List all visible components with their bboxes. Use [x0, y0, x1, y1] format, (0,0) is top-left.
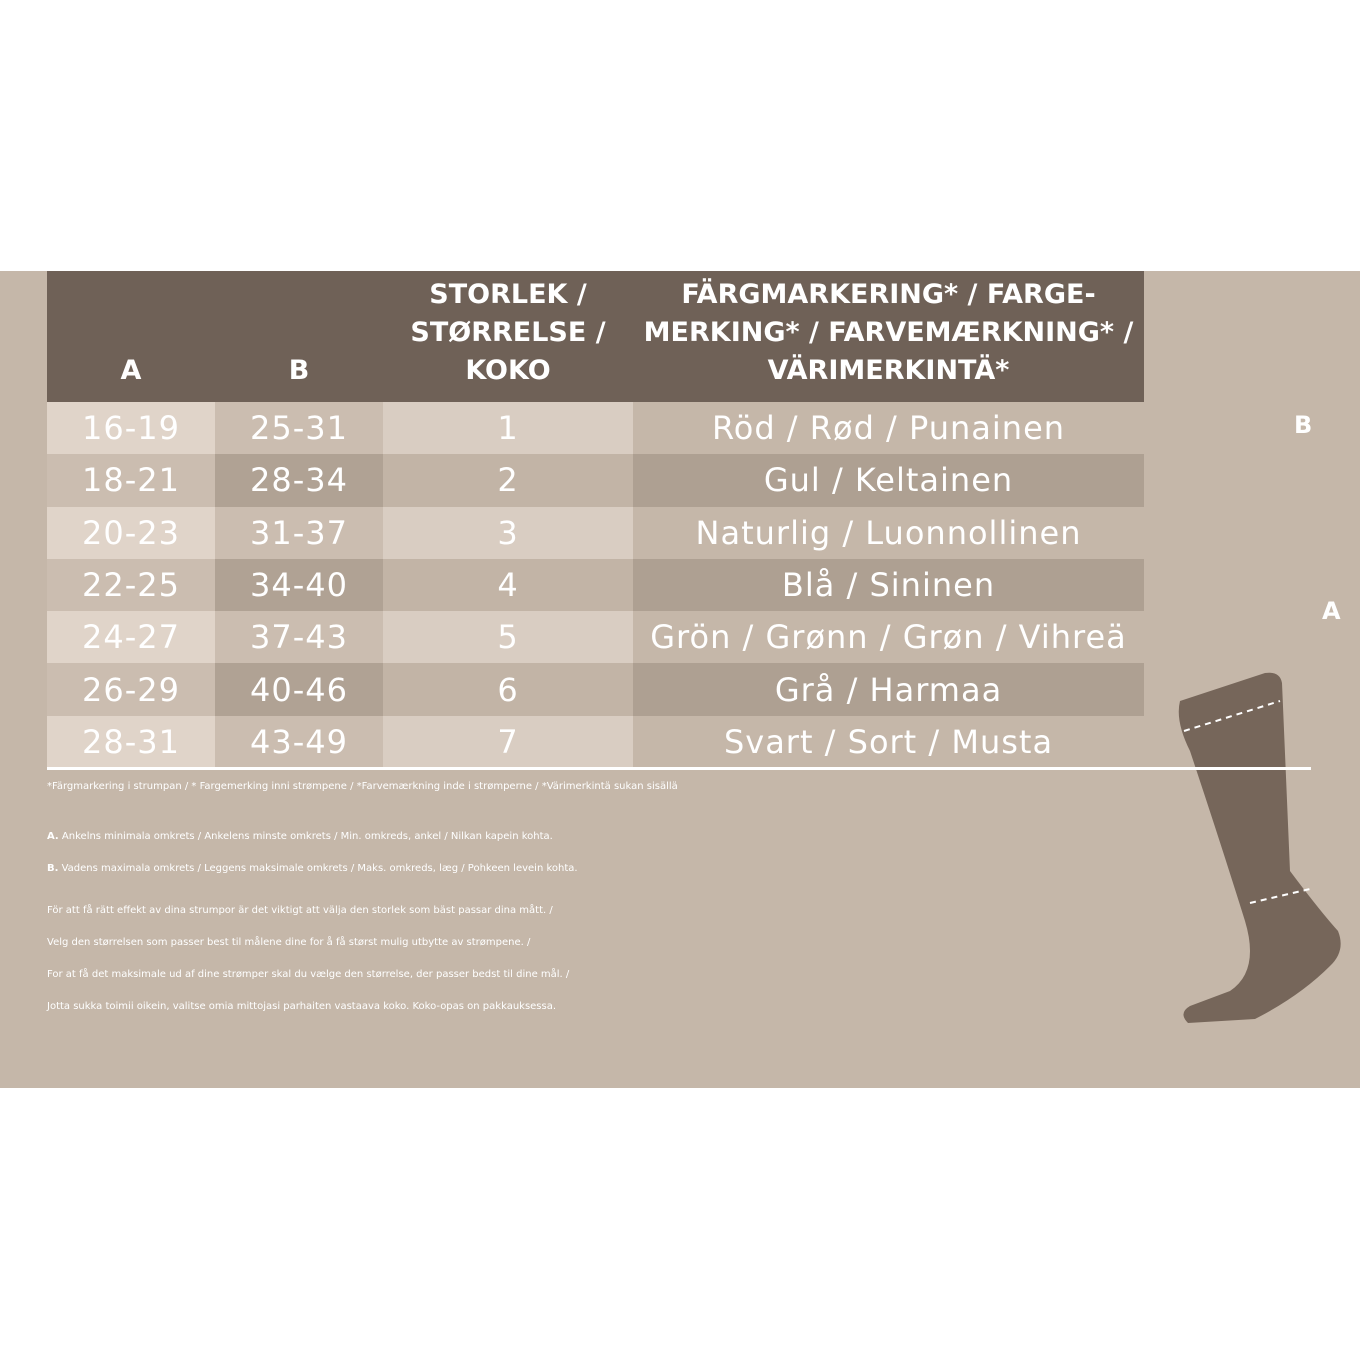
cell-size: 3 [383, 507, 633, 559]
divider [47, 767, 1311, 770]
cell-color: Blå / Sininen [633, 559, 1144, 611]
cell-color: Naturlig / Luonnollinen [633, 507, 1144, 559]
cell-size: 6 [383, 663, 633, 715]
definitions [47, 821, 1317, 885]
cell-b: 25-31 [215, 402, 383, 454]
table-row [47, 559, 1144, 611]
header-color-marking: FÄRGMARKERING* / FARGE- MERKING* / FARVEMÆRKNING* / VÄRIMERKINTÄ* [643, 279, 1134, 386]
footnote: *Färgmarkering i strumpan / * Fargemerking inni strømpene / *Farvemærkning inde i strømperne / *Värimerkintä sukan sisällä [47, 781, 678, 792]
cell-a: 26-29 [47, 663, 215, 715]
cell-b: 37-43 [215, 611, 383, 663]
size-table [47, 271, 1144, 768]
table-row [47, 663, 1144, 715]
definition-b: B. Vadens maximala omkrets / Leggens maksimale omkrets / Maks. omkreds, læg / Pohkeen levein kohta. [47, 863, 578, 874]
cell-a: 16-19 [47, 402, 215, 454]
cell-a: 24-27 [47, 611, 215, 663]
table-row [47, 402, 1144, 454]
cell-color: Svart / Sort / Musta [633, 716, 1144, 768]
advice-line: Jotta sukka toimii oikein, valitse omia mittojasi parhaiten vastaava koko. Koko-opas on pakkauksessa. [47, 1001, 557, 1012]
table-row [47, 611, 1144, 663]
definition-a: A. Ankelns minimala omkrets / Ankelens minste omkrets / Min. omkreds, ankel / Nilkan kapein kohta. [47, 831, 553, 842]
cell-a: 20-23 [47, 507, 215, 559]
cell-b: 43-49 [215, 716, 383, 768]
advice-line: For at få det maksimale ud af dine strømper skal du vælge den størrelse, der passer bedst til dine mål. / [47, 969, 570, 980]
cell-b: 40-46 [215, 663, 383, 715]
cell-b: 34-40 [215, 559, 383, 611]
table-header [47, 271, 1144, 402]
cell-b: 28-34 [215, 454, 383, 506]
cell-color: Grön / Grønn / Grøn / Vihreä [633, 611, 1144, 663]
cell-size: 1 [383, 402, 633, 454]
cell-color: Röd / Rød / Punainen [633, 402, 1144, 454]
label-a: A [1322, 597, 1341, 625]
table-row [47, 507, 1144, 559]
cell-b: 31-37 [215, 507, 383, 559]
cell-color: Grå / Harmaa [633, 663, 1144, 715]
cell-a: 22-25 [47, 559, 215, 611]
cell-size: 4 [383, 559, 633, 611]
table-row [47, 716, 1144, 768]
advice-line: Velg den størrelsen som passer best til målene dine for å få størst mulig utbytte av strømpene. / [47, 937, 531, 948]
cell-a: 18-21 [47, 454, 215, 506]
label-b: B [1294, 411, 1313, 439]
cell-a: 28-31 [47, 716, 215, 768]
cell-size: 2 [383, 454, 633, 506]
size-chart-panel [0, 271, 1360, 1088]
advice-line: För att få rätt effekt av dina strumpor är det viktigt att välja den storlek som bäst passar dina mått. / [47, 905, 553, 916]
cell-size: 5 [383, 611, 633, 663]
header-size: STORLEK / STØRRELSE / KOKO [410, 279, 606, 386]
cell-color: Gul / Keltainen [633, 454, 1144, 506]
advice-text [47, 895, 1317, 1023]
header-b: B [288, 355, 310, 386]
cell-size: 7 [383, 716, 633, 768]
header-a: A [120, 355, 142, 386]
table-row [47, 454, 1144, 506]
